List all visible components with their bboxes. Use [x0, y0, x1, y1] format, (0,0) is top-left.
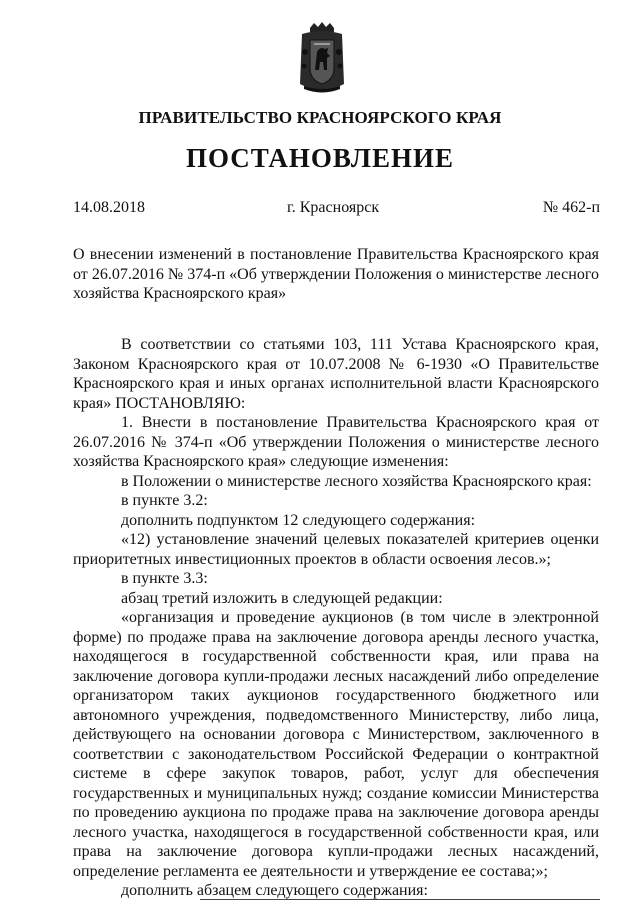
preamble-paragraph: В соответствии со статьями 103, 111 Устава Красноярского края, Законом Красноярского края от 10.07.2008 № 6-1930 «О Правительстве Красноярского края и иных органах исполнительной власти Красноярского края» ПОСТАНОВЛЯЮ: [73, 336, 599, 412]
document-type-title: ПОСТАНОВЛЕНИЕ [185, 143, 455, 173]
document-subject: О внесении изменений в постановление Правительства Красноярского края от 26.07.2016 № 374-п «Об утверждении Положения о министерстве лесного хозяйства Красноярского края» [73, 246, 599, 302]
body-paragraph: «организация и проведение аукционов (в том числе в электронной форме) по продаже права на заключение договора аренды лесного участка, находящегося в государственной собственности края, или права на заключение договора купли-продажи лесных насаждений либо определение организатором таких аукционов государственного бюджетного или автономного учреждения, подведомственного Министерству, либо лица, действующего на основании договора с Министерством, заключенного в соответствии с законодательством Российской Федерации о контрактной системе в сфере закупок товаров, работ, услуг для обеспечения государственных и муниципальных нужд; создание комиссии Министерства по проведению аукциона по продаже права на заключение договора аренды лесного участка, находящегося в государственной собственности края, или права на заключение договора купли-продажи лесных насаждений, определение регламента ее деятельности и утверждение ее состава;»; [73, 609, 599, 880]
body-paragraph: в пункте 3.3: [121, 570, 208, 587]
body-paragraph: абзац третий изложить в следующей редакции: [121, 589, 443, 607]
coat-of-arms [296, 22, 348, 94]
body-paragraph: дополнить абзацем следующего содержания: [121, 882, 428, 899]
document-date: 14.08.2018 [73, 199, 145, 216]
body-paragraph: дополнить подпунктом 12 следующего содержания: [121, 511, 476, 529]
document-number: № 462-п [542, 199, 600, 216]
coat-of-arms-icon [296, 22, 348, 94]
page-edge-line [200, 899, 600, 900]
clause-1-paragraph: 1. Внести в постановление Правительства Красноярского края от 26.07.2016 № 374-п «Об утверждении Положения о министерстве лесного хозяйства Красноярского края» следующие изменения: [73, 414, 599, 470]
organization-title: ПРАВИТЕЛЬСТВО КРАСНОЯРСКОГО КРАЯ [138, 108, 502, 127]
body-paragraph: в пункте 3.2: [121, 492, 208, 509]
document-body [73, 335, 599, 901]
body-paragraph: «12) установление значений целевых показателей критериев оценки приоритетных инвестиционных проектов в области освоения лесов.»; [73, 531, 599, 568]
document-city: г. Красноярск [287, 199, 380, 216]
body-paragraph: в Положении о министерстве лесного хозяйства Красноярского края: [121, 472, 592, 490]
